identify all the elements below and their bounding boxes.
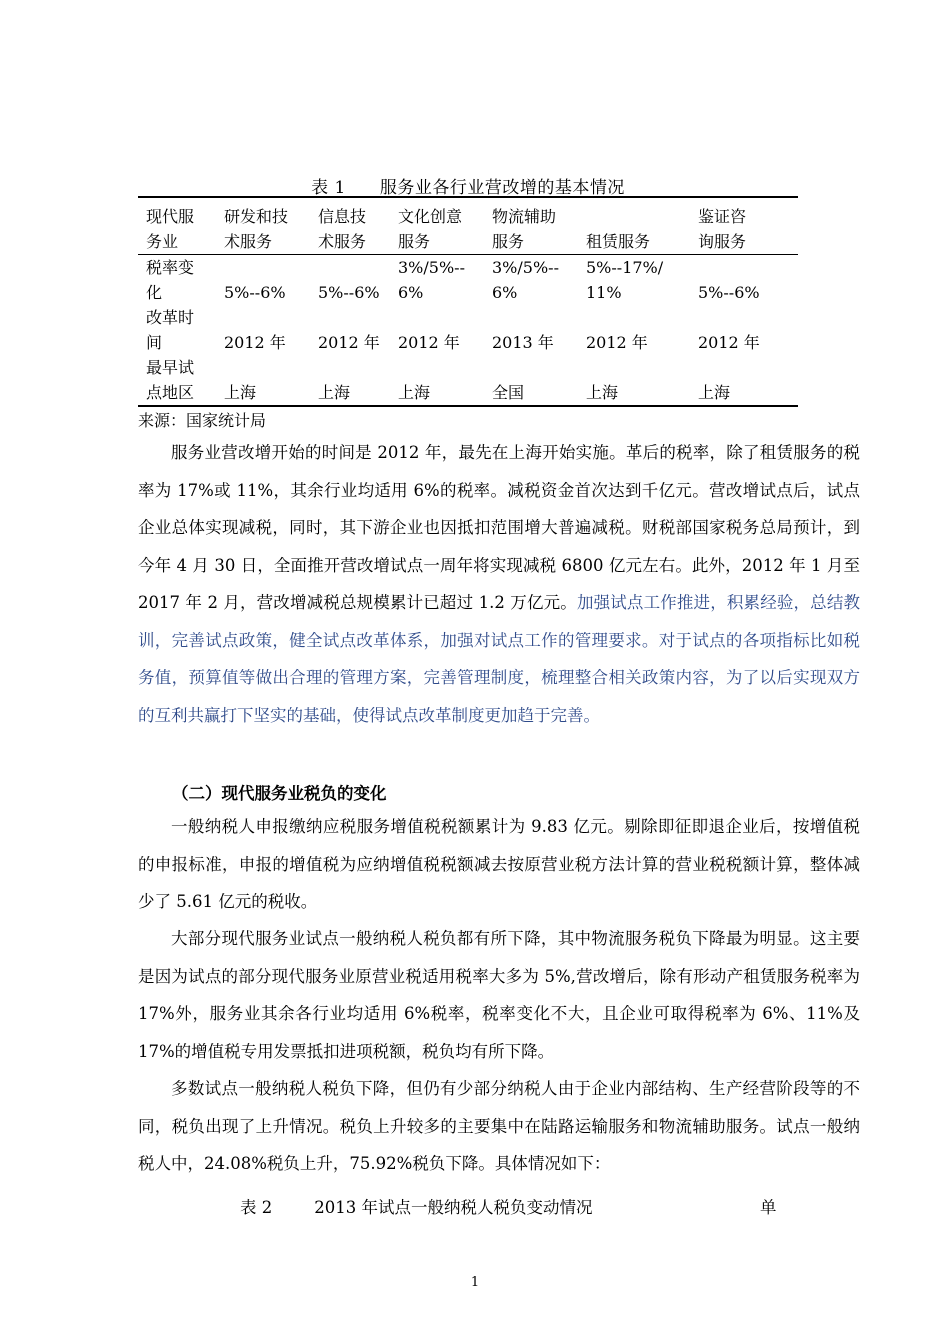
- table2-title: [240, 1194, 593, 1218]
- body-paragraph: 大部分现代服务业试点一般纳税人税负都有所下降，其中物流服务税负下降最为明显。这主要是因为试点的部分现代服务业原营业税适用税率大多为 5%,营改增后，除有形动产租赁服务税率为 17%外，服务业其余各行业均适用 6%税率，税率变化不大，且企业可取得税率为 6%、11%及 17%的增值税专用发票抵扣进项税额，税负均有所下降。: [138, 929, 860, 1061]
- table1-cell: 5%--17%/ 11%: [586, 258, 664, 302]
- table1-cell: 5%--6%: [698, 283, 760, 302]
- table1: [138, 196, 798, 407]
- table1-cell: 上海: [586, 383, 619, 402]
- table1-header-cell: 信息技 术服务: [314, 197, 394, 255]
- paragraph-highlight-text: 加强试点工作推进，积累经验，总结教训，完善试点政策，健全试点改革体系，加强对试点工作的管理要求。对于试点的各项指标比如税务值，预算值等做出合理的管理方案，完善管理制度，梳理整合相关政策内容，为了以后实现双方的互利共赢打下坚实的基础，使得试点改革制度更加趋于完善。: [138, 593, 860, 725]
- paragraph-text: 服务业营改增开始的时间是 2012 年，最先在上海开始实施。革后的税率，除了租赁服务的税率为 17%或 11%，其余行业均适用 6%的税率。减税资金首次达到千亿元。营改增试点后，试点企业总体实现减税，同时，其下游企业也因抵扣范围增大普遍减税。财税部国家税务总局预计，到今年 4 月 30 日，全面推开营改增试点一周年将实现减税 6800 亿元左右。此外，2012 年 1 月至 2017 年 2 月，营改增减税总规模累计已超过 1.2 万亿元。: [138, 443, 860, 612]
- table1-row-label: 最早试 点地区: [146, 358, 195, 402]
- table1-row-label: 改革时 间: [146, 308, 195, 352]
- table1-cell: 2013 年: [492, 333, 554, 352]
- table1-cell: 5%--6%: [224, 283, 286, 302]
- section-heading: （二）现代服务业税负的变化: [172, 784, 387, 803]
- table1-header-cell: 租赁服务: [582, 197, 694, 255]
- table1-source: 来源：国家统计局: [138, 411, 267, 430]
- table1-row-label: 税率变 化: [146, 258, 195, 302]
- table2-unit: 单: [760, 1198, 777, 1217]
- table1-cell: 3%/5%-- 6%: [398, 258, 465, 302]
- table1-cell: 3%/5%-- 6%: [492, 258, 559, 302]
- table1-caption: 服务业各行业营改增的基本情况: [379, 178, 625, 198]
- table1-header-cell: 文化创意 服务: [394, 197, 488, 255]
- table1-cell: 上海: [398, 383, 431, 402]
- table1-cell: 2012 年: [224, 333, 286, 352]
- body-paragraph: 一般纳税人申报缴纳应税服务增值税税额累计为 9.83 亿元。剔除即征即退企业后，按增值税的申报标准，申报的增值税为应纳增值税税额减去按原营业税方法计算的营业税税额计算，整体减少了 5.61 亿元的税收。: [138, 817, 860, 911]
- table2-number: 表 2: [240, 1198, 273, 1217]
- page-number: 1: [470, 1275, 480, 1290]
- table-row: [138, 305, 798, 355]
- table1-cell: 2012 年: [586, 333, 648, 352]
- table1-cell: 2012 年: [698, 333, 760, 352]
- table1-cell: 2012 年: [318, 333, 380, 352]
- table1-cell: 2012 年: [398, 333, 460, 352]
- table1-header-cell: 现代服 务业: [138, 197, 220, 255]
- table1-header-cell: 研发和技 术服务: [220, 197, 314, 255]
- table1-number: 表 1: [311, 178, 346, 198]
- table1-cell: 全国: [492, 383, 525, 402]
- table-row: [138, 255, 798, 306]
- table1-cell: 上海: [698, 383, 731, 402]
- body-paragraph: [138, 434, 860, 734]
- table-row: [138, 355, 798, 406]
- table2-caption: 2013 年试点一般纳税人税负变动情况: [314, 1198, 593, 1217]
- table1-header-cell: 鉴证咨 询服务: [694, 197, 798, 255]
- table1-cell: 5%--6%: [318, 283, 380, 302]
- table1-cell: 上海: [318, 383, 351, 402]
- table1-cell: 上海: [224, 383, 257, 402]
- table1-header-cell: 物流辅助 服务: [488, 197, 582, 255]
- table1-header-row: [138, 197, 798, 255]
- table1-title: [138, 173, 798, 198]
- body-paragraph: 多数试点一般纳税人税负下降，但仍有少部分纳税人由于企业内部结构、生产经营阶段等的不同，税负出现了上升情况。税负上升较多的主要集中在陆路运输服务和物流辅助服务。试点一般纳税人中，24.08%税负上升，75.92%税负下降。具体情况如下：: [138, 1079, 860, 1173]
